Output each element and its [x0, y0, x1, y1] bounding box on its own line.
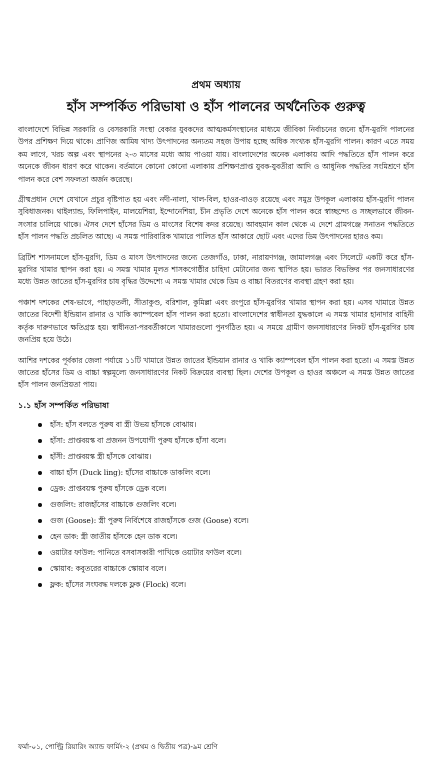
- bullet-icon: [38, 439, 42, 443]
- bullet-icon: [38, 519, 42, 523]
- definition-item: [38, 451, 414, 463]
- paragraph: গ্রীষ্মপ্রধান দেশে যেখানে প্রচুর বৃষ্টিপাত হয় এবং নদী-নালা, খাল-বিল, হাওর-বাওড় রয়েছে এবং সমুদ্র উপকূল এলাকায় হাঁস-মুরগি পালন সুবিধাজনক। থাইল্যান্ড, ফিলিপাইন, মালয়েশিয়া, ইন্দোনেশিয়া, চীন প্রভৃতি দেশে অনেকে হাঁস পালন করে স্বাচ্ছন্দ্যে ও সচ্ছলভাবে জীবন-সংসার চালিয়ে থাকে। ঐসব দেশে হাঁসের ডিম ও মাংসের বিশেষ কদর রয়েছে। আবহমান কাল থেকে এ দেশে গ্রামগঞ্জে সনাতন পদ্ধতিতে হাঁস পালন পদ্ধতি প্রচলিত আছে। এ সমস্ত পারিবারিক খামারে পালিত হাঁস আকারে ছোট এবং এদের ডিম উৎপাদনের হারও কম।: [18, 195, 414, 242]
- bullet-icon: [38, 567, 42, 571]
- definition-list: [18, 419, 414, 591]
- chapter-label: প্রথম অধ্যায়: [191, 80, 241, 91]
- paragraph: বাংলাদেশে বিভিন্ন সরকারি ও বেসরকারি সংস্থা বেকার যুবকদের আত্মকর্মসংস্থানের মাধ্যমে জীবিকা নির্বাচনের জন্যে হাঁস-মুরগি পালনের উপর প্রশিক্ষণ দিয়ে থাকে। প্রাণিজ আমিষ খাদ্য উৎপাদনের অন্যতম সহজ উপায় হচ্ছে অধিক সংখ্যক হাঁস-মুরগি পালন। কারণ এতে সময় কম লাগে, খরচ অল্প এবং স্থাপনের ২-৩ মাসের মধ্যে আয় পাওয়া যায়। বাংলাদেশের অনেক এলাকায় আদি পদ্ধতিতে হাঁস পালন করে অনেকে জীবন ধারণ করে থাকেন। বর্তমানে কোনো কোনো এলাকায় প্রশিক্ষণপ্রাপ্ত যুবক-যুবতীরা আদি ও আধুনিক পদ্ধতির সংমিশ্রণে হাঁস পালন করে বেশ সফলতা অর্জন করেছে।: [18, 125, 414, 184]
- bullet-icon: [38, 487, 42, 491]
- definition-text: গুজ (Goose): স্ত্রী পুরুষ নির্বিশেষে রাজহাঁসকে গুজ (Goose) বলে।: [50, 515, 249, 525]
- definition-text: হেন ডাক: স্ত্রী জাতীয় হাঁসকে হেন ডাক বলে।: [50, 531, 178, 541]
- paragraph: ব্রিটিশ শাসনামলে হাঁস-মুরগি, ডিম ও মাংস উৎপাদনের জন্যে তেজগাঁও, ঢাকা, নারায়ণগঞ্জ, জামালগঞ্জ এবং সিলেটে একটি করে হাঁস-মুরগির খামার স্থাপন করা হয়। এ সমস্ত খামার মূলত শাসকগোষ্ঠীর চাহিদা মেটানোর জন্য স্থাপিত হয়। ভারত বিভক্তির পর জনসাধারণের মধ্যে উন্নত জাতের হাঁস-মুরগির চাষ বৃদ্ধির উদ্দেশ্যে এ সমস্ত খামার থেকে ডিম ও বাচ্চা বিতরণের ব্যবস্থা গ্রহণ করা হয়।: [18, 252, 414, 287]
- definition-item: [38, 467, 414, 479]
- definition-text: ফ্লক: হাঁসের সংঘবদ্ধ দলকে ফ্লক (Flock) বলে।: [50, 579, 187, 589]
- bullet-icon: [38, 551, 42, 555]
- definition-text: হাঁসা: প্রাপ্তবয়স্ক বা প্রজনন উপযোগী পুরুষ হাঁসকে হাঁসা বলে।: [50, 435, 227, 445]
- bullet-icon: [38, 455, 42, 459]
- paragraph: আশির দশকের পূর্বকার জেলা পর্যায়ে ১১টি খামারে উন্নত জাতের ইন্ডিয়ান রানার ও খাকি ক্যাম্পবেল হাঁস পালন করা হতো। এ সমস্ত উন্নত জাতের হাঁসের ডিম ও বাচ্চা স্বল্পমূল্যে জনসাধারণের নিকট বিক্রয়ের ব্যবস্থা ছিল। দেশের উপকূল ও হাওর অঞ্চলে এ সমস্ত উন্নত জাতের হাঁস পালন জনপ্রিয়তা পায়।: [18, 355, 414, 390]
- definition-item: [38, 531, 414, 543]
- document-body: [18, 124, 414, 595]
- definition-text: হাঁসী: প্রাপ্তবয়স্ক স্ত্রী হাঁসকে বোঝায়।: [50, 451, 152, 461]
- definition-text: বাচ্চা হাঁস (Duck ling): হাঁসের বাচ্চাকে ডাকলিং বলে।: [50, 467, 211, 477]
- section-heading: ১.১ হাঁস সম্পর্কিত পরিভাষা: [18, 399, 109, 410]
- definition-item: [38, 419, 414, 431]
- definition-item: [38, 579, 414, 591]
- definition-text: ড্রেক: প্রাপ্তবয়স্ক পুরুষ হাঁসকে ড্রেক বলে।: [50, 483, 167, 493]
- page-footer: ফর্মা-০১, পোল্ট্রি রিয়ারিং অ্যান্ড ফার্মিং-২ (প্রথম ও দ্বিতীয় পত্র)-৯ম শ্রেণি: [18, 743, 218, 751]
- definition-item: [38, 547, 414, 559]
- bullet-icon: [38, 503, 42, 507]
- definition-item: [38, 483, 414, 495]
- definition-item: [38, 515, 414, 527]
- definition-text: স্কোয়াব: কবুতরের বাচ্চাকে স্কোয়াব বলে।: [50, 563, 167, 573]
- definition-item: [38, 499, 414, 511]
- definition-item: [38, 563, 414, 575]
- bullet-icon: [38, 423, 42, 427]
- bullet-icon: [38, 583, 42, 587]
- definition-text: ওয়াটার ফাউল: পানিতে বসবাসকারী পাখিকে ওয়াটার ফাউল বলে।: [50, 547, 242, 557]
- definition-text: গুজলিং: রাজহাঁসের বাচ্চাকে গুজলিং বলে।: [50, 499, 177, 509]
- paragraph: পঞ্চাশ দশকের শেষ-ভাগে, পাহাড়তলী, সীতাকুণ্ড, বরিশাল, কুমিল্লা এবং রংপুরে হাঁস-মুরগির খামার স্থাপন করা হয়। এসব খামারে উন্নত জাতের বিদেশী ইন্ডিয়ান রানার ও খাকি ক্যাম্পবেল হাঁস পালন করা হতো। বাংলাদেশের স্বাধীনতা যুদ্ধকালে এ সমস্ত খামার হানাদার বাহিনী কর্তৃক দারুণভাবে ক্ষতিগ্রস্ত হয়। স্বাধীনতা-পরবর্তীকালে খামারগুলো পুনর্গঠিত হয়। এ সময়ে গ্রামীণ জনসাধারণের নিকট হাঁস-মুরগির চাষ জনপ্রিয় হয়ে উঠে।: [18, 297, 414, 345]
- definition-item: [38, 435, 414, 447]
- chapter-title: হাঁস সম্পর্কিত পরিভাষা ও হাঁস পালনের অর্থনৈতিক গুরুত্ব: [66, 100, 366, 115]
- bullet-icon: [38, 535, 42, 539]
- definition-text: হাঁস: হাঁস বলতে পুরুষ বা স্ত্রী উভয় হাঁসকে বোঝায়।: [50, 419, 197, 429]
- bullet-icon: [38, 471, 42, 475]
